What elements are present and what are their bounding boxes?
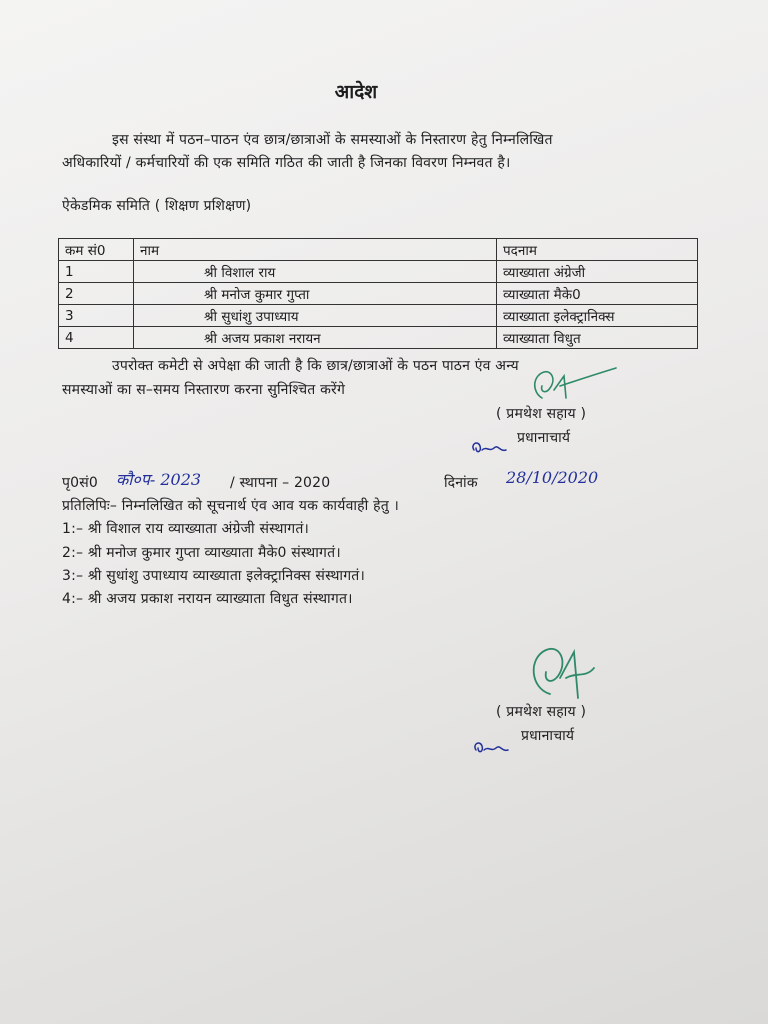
table-row [59,261,698,283]
date-label: दिनांक [444,475,478,491]
intro-line-1: इस संस्था में पठन–पाठन एंव छात्र/छात्राओं के समस्याओं के निस्तारण हेतु निम्नलिखित [112,132,553,148]
committee-heading: ऐकेडमिक समिति ( शिक्षण प्रशिक्षण) [62,198,252,214]
copy-to-item: 4:– श्री अजय प्रकाश नरायन व्याख्याता विधुत संस्थागत। [62,591,353,607]
closing-line-2: समस्याओं का स–समय निस्तारण करना सुनिश्चित करेंगे [62,382,346,398]
copy-to-heading: प्रतिलिपिः– निम्नलिखित को सूचनार्थ एंव आव यक कार्यवाही हेतु । [62,498,400,514]
signatory-name-2: ( प्रमथेश सहाय ) [496,704,587,720]
cell-serial: 2 [59,283,134,305]
cell-name: श्री मनोज कुमार गुप्ता [134,283,497,305]
cell-designation: व्याख्याता विधुत [497,327,698,349]
intro-line-2: अधिकारियों / कर्मचारियों की एक समिति गठित की जाती है जिनका विवरण निम्नवत है। [62,155,511,171]
signatory-name-1: ( प्रमथेश सहाय ) [496,406,587,422]
page-title: आदेश [334,81,378,103]
header-name: नाम [134,239,497,261]
principal-signature-1 [520,362,630,408]
closing-line-1: उपरोक्त कमेटी से अपेक्षा की जाती है कि छात्र/छात्राओं के पठन पाठन एंव अन्य [112,358,519,374]
copy-to-item: 1:– श्री विशाल राय व्याख्याता अंग्रेजी संस्थागतं। [62,521,310,537]
signatory-designation-2: प्रधानाचार्य [521,728,575,744]
table-row [59,283,698,305]
cell-name: श्री विशाल राय [134,261,497,283]
committee-table [58,238,698,349]
copy-to-item: 3:– श्री सुधांशु उपाध्याय व्याख्याता इलेक्ट्रानिक्स संस्थागतं। [62,568,365,584]
cell-name: श्री सुधांशु उपाध्याय [134,305,497,327]
cell-name: श्री अजय प्रकाश नरायन [134,327,497,349]
reference-suffix: / स्थापना – 2020 [230,475,331,491]
handwritten-date: 28/10/2020 [506,468,599,487]
header-serial: कम सं0 [59,239,134,261]
table-row [59,327,698,349]
reference-prefix: पृ0सं0 [62,475,99,491]
cell-designation: व्याख्याता मैके0 [497,283,698,305]
header-designation: पदनाम [497,239,698,261]
initials-mark-1 [468,436,514,460]
signatory-designation-1: प्रधानाचार्य [517,430,571,446]
initials-mark-2 [470,736,516,760]
handwritten-reference-number: कौ०प- 2023 [116,470,202,489]
cell-serial: 1 [59,261,134,283]
principal-signature-2 [520,638,610,704]
table-row [59,305,698,327]
cell-serial: 3 [59,305,134,327]
copy-to-item: 2:– श्री मनोज कुमार गुप्ता व्याख्याता मैके0 संस्थागतं। [62,545,341,561]
table-header-row [59,239,698,261]
cell-designation: व्याख्याता इलेक्ट्रानिक्स [497,305,698,327]
cell-designation: व्याख्याता अंग्रेजी [497,261,698,283]
cell-serial: 4 [59,327,134,349]
